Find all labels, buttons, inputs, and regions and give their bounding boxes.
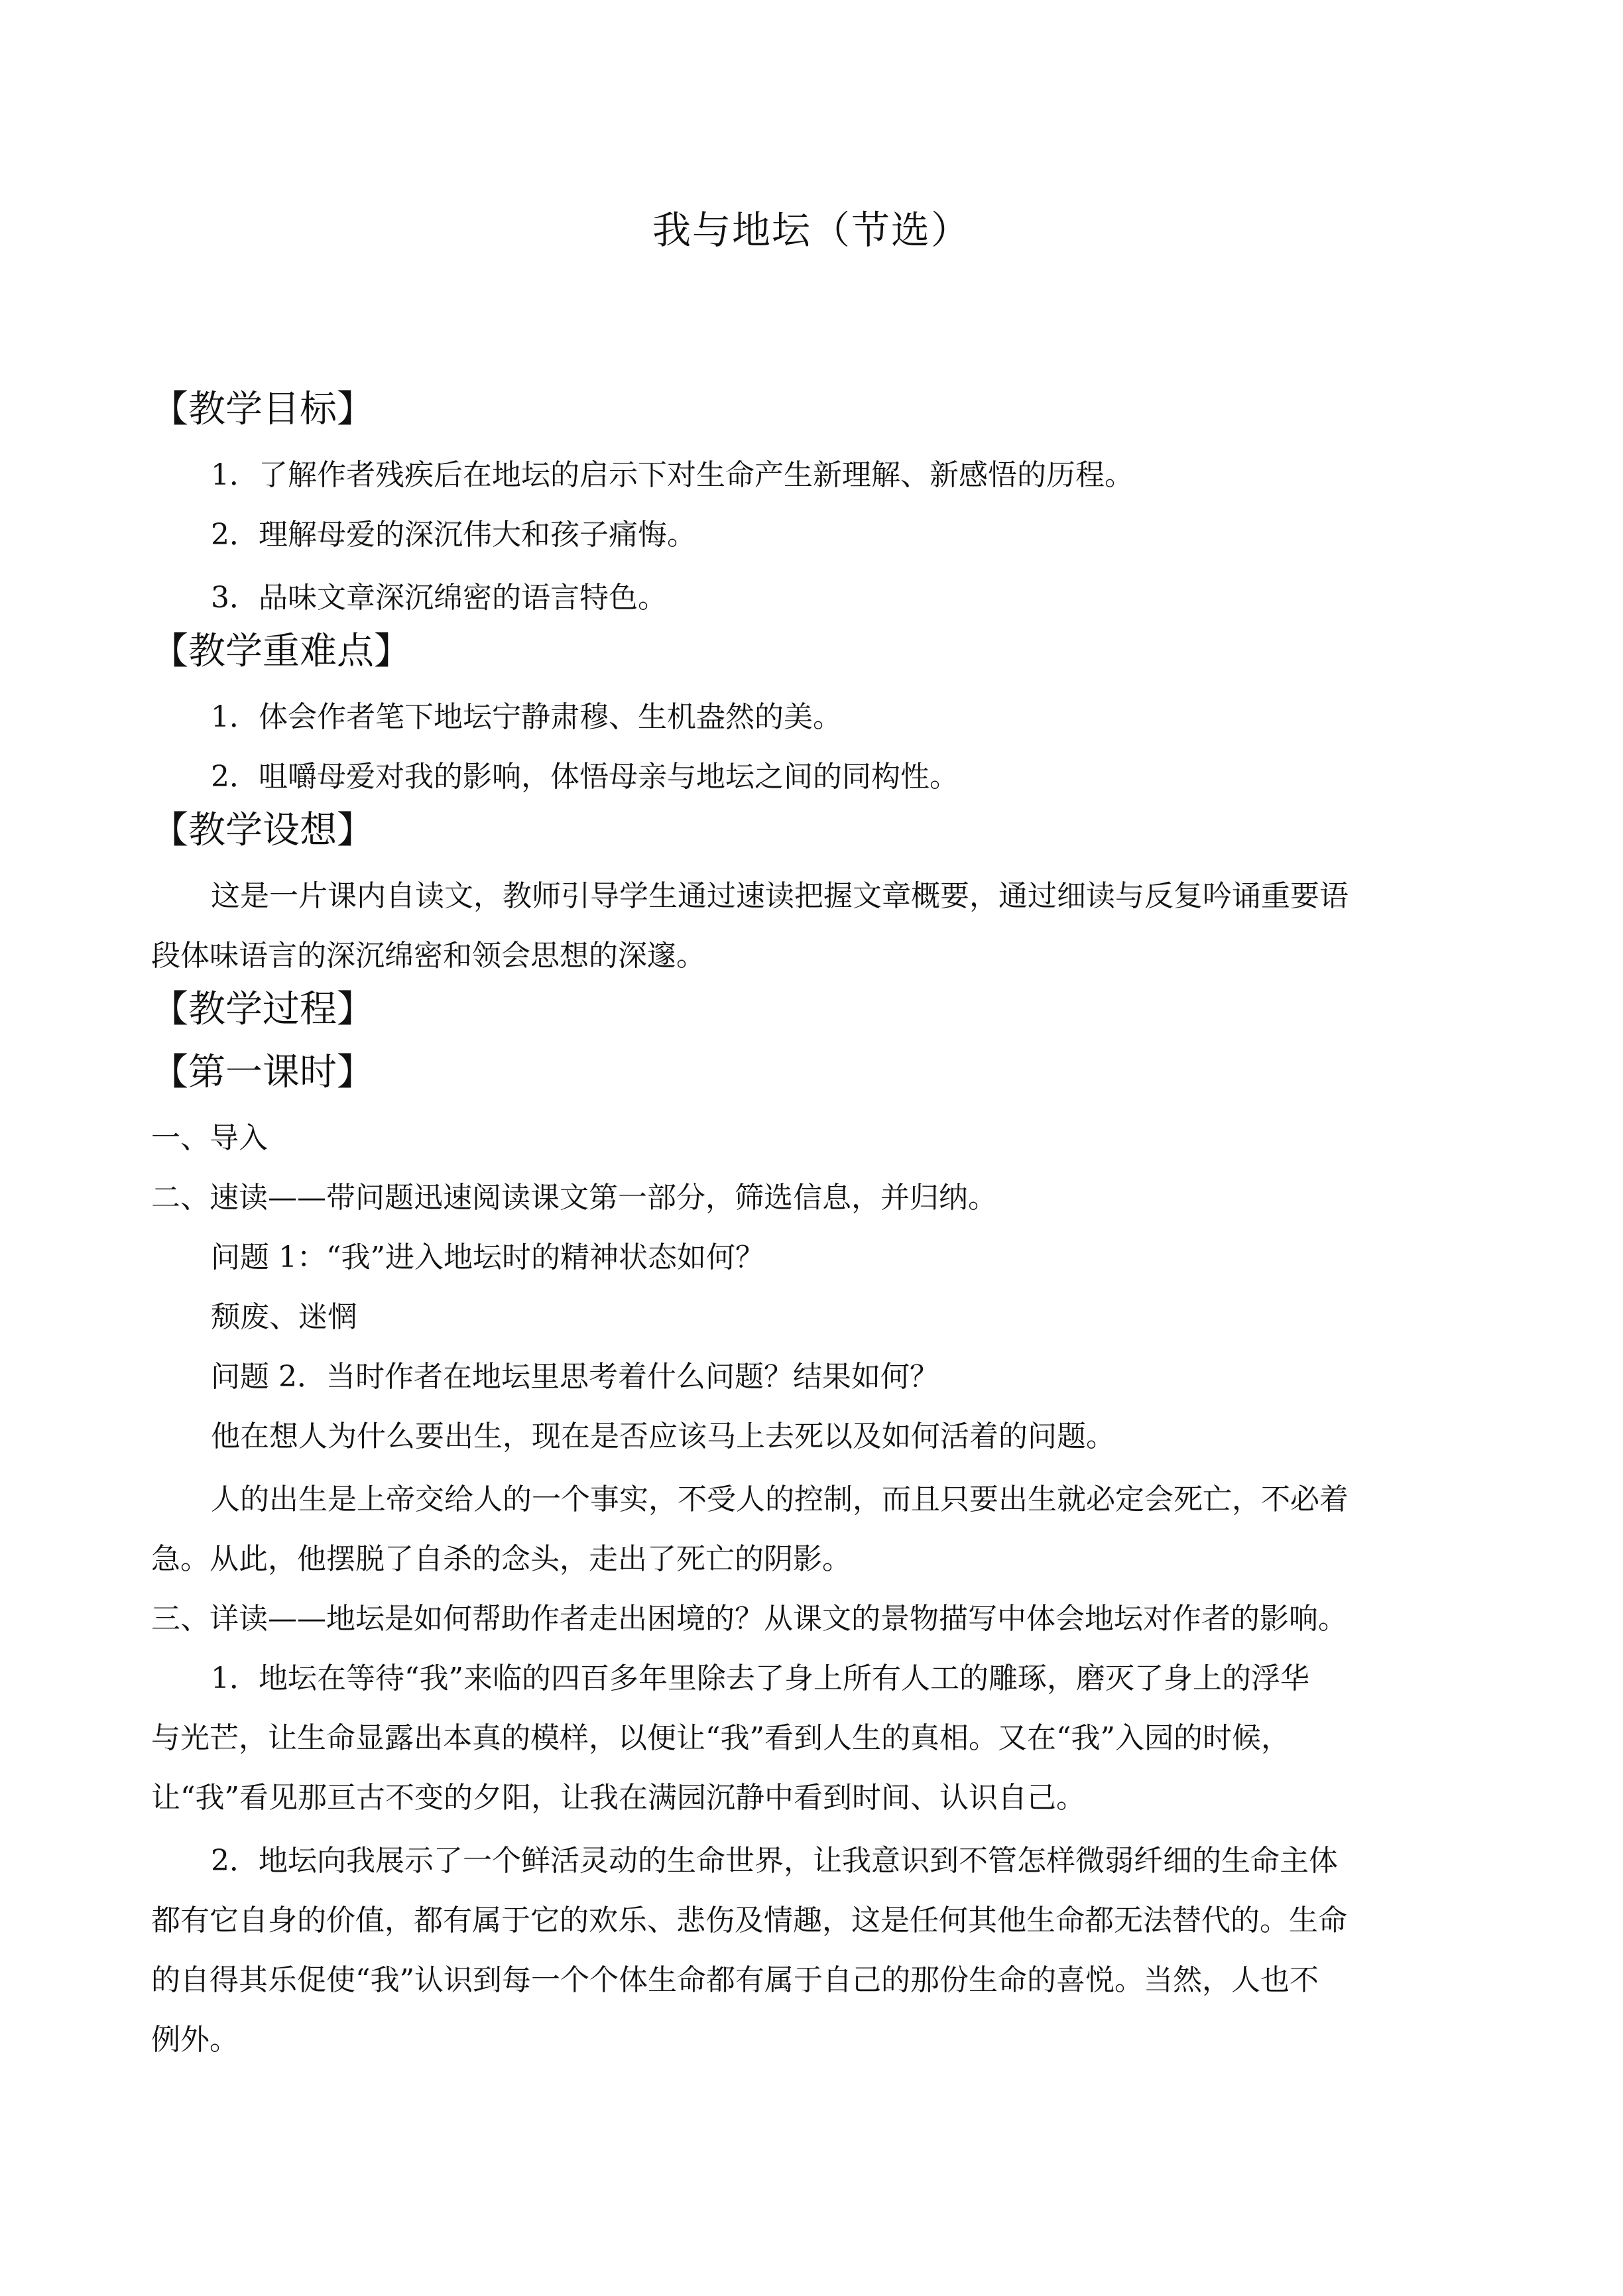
design-paragraph-line: 这是一片课内自读文，教师引导学生通过速读把握文章概要，通过细读与反复吟诵重要语 [211, 879, 1349, 913]
design-paragraph-line: 段体味语言的深沉绵密和领会思想的深邃。 [151, 939, 705, 973]
step-close-read: 三、详读——地坛是如何帮助作者走出困境的？从课文的景物描写中体会地坛对作者的影响。 [151, 1602, 1347, 1636]
paragraph-2-line: 的自得其乐促使“我”认识到每一个个体生命都有属于自己的那份生命的喜悦。当然，人也不 [151, 1963, 1319, 1997]
heading-objectives: 【教学目标】 [151, 388, 374, 431]
step-intro: 一、导入 [151, 1121, 268, 1155]
objective-item: 2．理解母爱的深沉伟大和孩子痛悔。 [211, 518, 696, 552]
question-2: 问题 2．当时作者在地坛里思考着什么问题？结果如何？ [211, 1360, 939, 1394]
paragraph-2-line: 例外。 [151, 2023, 239, 2057]
heading-design: 【教学设想】 [151, 809, 374, 852]
answer-2-detail-line: 人的出生是上帝交给人的一个事实，不受人的控制，而且只要出生就必定会死亡，不必着 [211, 1482, 1349, 1516]
step-skim: 二、速读——带问题迅速阅读课文第一部分，筛选信息，并归纳。 [151, 1181, 997, 1215]
question-1: 问题 1：“我”进入地坛时的精神状态如何？ [211, 1240, 764, 1274]
key-point-item: 2．咀嚼母爱对我的影响，体悟母亲与地坛之间的同构性。 [211, 760, 959, 794]
objective-item: 1．了解作者残疾后在地坛的启示下对生命产生新理解、新感悟的历程。 [211, 458, 1134, 492]
paragraph-2-line: 2．地坛向我展示了一个鲜活灵动的生命世界，让我意识到不管怎样微弱纤细的生命主体 [211, 1844, 1338, 1878]
key-point-item: 1．体会作者笔下地坛宁静肃穆、生机盎然的美。 [211, 700, 842, 734]
answer-1: 颓废、迷惘 [211, 1300, 357, 1334]
paragraph-2-line: 都有它自身的价值，都有属于它的欢乐、悲伤及情趣，这是任何其他生命都无法替代的。生命 [151, 1903, 1347, 1937]
document-title: 我与地坛（节选） [652, 208, 971, 253]
paragraph-1-line: 让“我”看见那亘古不变的夕阳，让我在满园沉静中看到时间、认识自己。 [151, 1781, 1085, 1815]
paragraph-1-line: 与光芒，让生命显露出本真的模样，以便让“我”看到人生的真相。又在“我”入园的时候， [151, 1721, 1290, 1755]
answer-2-detail-line: 急。从此，他摆脱了自杀的念头，走出了死亡的阴影。 [151, 1542, 851, 1576]
paragraph-1-line: 1．地坛在等待“我”来临的四百多年里除去了身上所有人工的雕琢，磨灭了身上的浮华 [211, 1662, 1309, 1695]
objective-item: 3．品味文章深沉绵密的语言特色。 [211, 581, 667, 615]
heading-lesson-one: 【第一课时】 [151, 1051, 374, 1094]
answer-2: 他在想人为什么要出生，现在是否应该马上去死以及如何活着的问题。 [211, 1420, 1115, 1453]
heading-key-points: 【教学重难点】 [151, 630, 411, 673]
heading-process: 【教学过程】 [151, 988, 374, 1031]
